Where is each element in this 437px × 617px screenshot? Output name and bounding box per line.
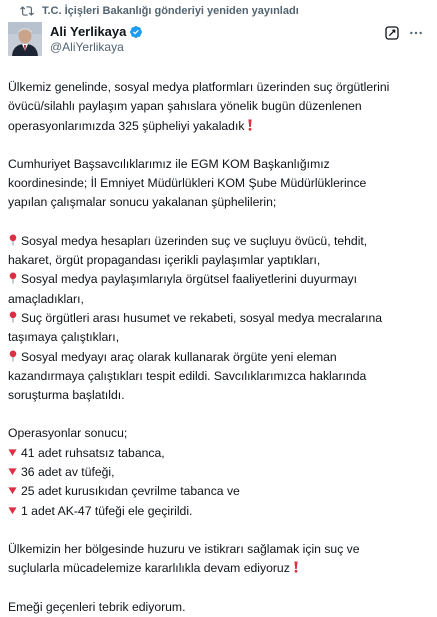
- down-triangle-emoji: [8, 486, 17, 495]
- text-line-content: suçlularla mücadelemize kararlılıkla devam ediyoruz: [8, 561, 290, 576]
- more-icon[interactable]: [407, 24, 425, 42]
- text-line: Operasyonlar sonucu;: [8, 426, 128, 441]
- exclamation-emoji: [293, 561, 299, 573]
- text-line-content: Sosyal medya paylaşımlarıyla örgütsel faaliyetlerini duyurmayı: [21, 272, 357, 287]
- header-actions: [383, 22, 425, 42]
- grok-icon[interactable]: [383, 24, 401, 42]
- text-line: Cumhuriyet Başsavcılıklarımız ile EGM KOM Başkanlığımız: [8, 156, 330, 171]
- text-line-content: 41 adet ruhsatsız tabanca,: [21, 445, 165, 460]
- text-line: [8, 559, 427, 578]
- text-line: soruşturma başlatıldı.: [8, 388, 125, 403]
- text-line-content: 25 adet kurusıkıdan çevrilme tabanca ve: [21, 484, 240, 499]
- paragraph: [8, 540, 427, 579]
- text-line: yapılan çalışmalar sonucu yakalanan şüphelilerin;: [8, 195, 277, 210]
- text-line: koordinesinde; İl Emniyet Müdürlükleri KOM Şube Müdürlüklerince: [8, 176, 367, 191]
- exclamation-emoji: [247, 119, 253, 131]
- text-line-content: Suç örgütleri arası husumet ve rekabeti, sosyal medya mecralarına: [21, 310, 383, 325]
- text-line: [8, 348, 427, 367]
- paragraph: [8, 155, 427, 213]
- repost-context[interactable]: [6, 0, 427, 22]
- text-line: kazandırmaya çalıştıkları tespit edildi. Savcılıklarımızca haklarında: [8, 368, 367, 383]
- text-line: övücü/silahlı paylaşım yapan şahıslara yönelik bugün düzenlenen: [8, 99, 362, 114]
- text-line: Ülkemizin her bölgesinde huzuru ve istikrarı sağlamak için suç ve: [8, 541, 360, 556]
- pin-emoji: [8, 350, 18, 362]
- text-line-content: 1 adet AK-47 tüfeği ele geçirildi.: [21, 503, 193, 518]
- text-line: Emeği geçenleri tebrik ediyorum.: [8, 599, 186, 614]
- verified-badge-icon[interactable]: [129, 25, 143, 39]
- text-line: Ülkemiz genelinde, sosyal medya platformları üzerinden suç örgütlerini: [8, 80, 390, 94]
- text-line: [8, 502, 427, 521]
- author-handle[interactable]: @AliYerlikaya: [50, 40, 124, 54]
- paragraph: [8, 232, 427, 406]
- down-triangle-emoji: [8, 467, 17, 476]
- paragraph: [8, 598, 427, 617]
- text-line-content: 36 adet av tüfeği,: [21, 465, 115, 480]
- down-triangle-emoji: [8, 506, 17, 515]
- pin-emoji: [8, 272, 18, 284]
- repost-text: T.C. İçişleri Bakanlığı gönderiyi yeniden yayınladı: [42, 5, 299, 17]
- post-header: [6, 22, 427, 58]
- text-line: [8, 482, 427, 501]
- text-line: taşımaya çalıştıkları,: [8, 330, 120, 345]
- paragraph: [8, 78, 427, 136]
- down-triangle-emoji: [8, 448, 17, 457]
- text-line-content: Sosyal medya hesapları üzerinden suç ve suçluyu övücü, tehdit,: [21, 233, 368, 248]
- text-line: [8, 444, 427, 463]
- author-name[interactable]: Ali Yerlikaya: [50, 24, 127, 39]
- text-line-content: operasyonlarımızda 325 şüpheliyi yakaladık: [8, 118, 245, 133]
- text-line: [8, 463, 427, 482]
- pin-emoji: [8, 311, 18, 323]
- author-names: [50, 22, 383, 55]
- post-text: [6, 78, 427, 617]
- text-line: [8, 309, 427, 328]
- text-line: hakaret, örgüt propagandası içerikli paylaşımlar yaptıkları,: [8, 253, 321, 268]
- text-line-content: Sosyal medyayı araç olarak kullanarak örgüte yeni eleman: [21, 349, 337, 364]
- repost-icon: [20, 4, 34, 18]
- text-line: [8, 232, 427, 251]
- pin-emoji: [8, 234, 18, 246]
- avatar[interactable]: [8, 22, 42, 56]
- paragraph: [8, 424, 427, 520]
- text-line: amaçladıkları,: [8, 291, 84, 306]
- text-line: [8, 117, 427, 136]
- text-line: [8, 270, 427, 289]
